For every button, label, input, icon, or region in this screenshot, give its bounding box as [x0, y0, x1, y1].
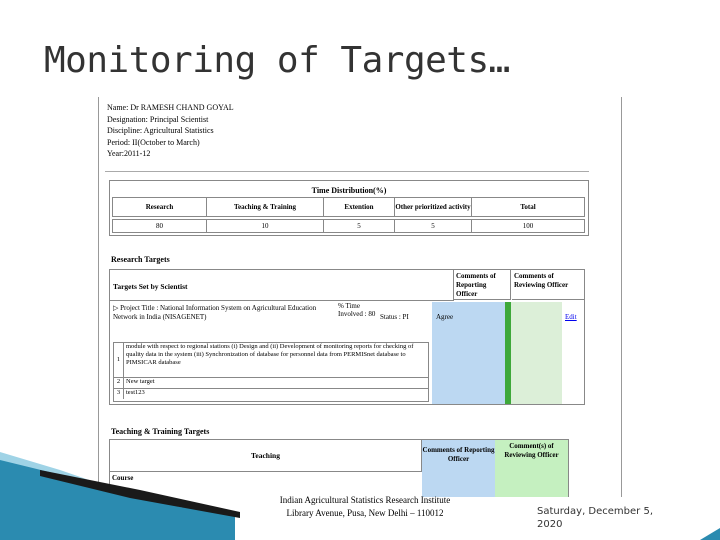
header-other: Other prioritized activity [394, 197, 472, 217]
value-other: 5 [394, 219, 472, 233]
scientist-discipline: Discipline: Agricultural Statistics [107, 126, 214, 135]
footer-institute [240, 494, 490, 520]
project-arrow-icon: ▷ [113, 304, 119, 312]
divider [105, 171, 589, 172]
teaching-comments-reporting: Comments of Reporting Officer [422, 440, 495, 497]
scientist-designation: Designation: Principal Scientist [107, 114, 209, 124]
reporting-comment-agree: Agree [436, 313, 454, 321]
footer-corner [700, 528, 720, 540]
slide-title: Monitoring of Targets… [44, 40, 510, 81]
scientist-year: Year:2011-12 [107, 149, 151, 158]
time-distribution-value-row [112, 219, 586, 233]
targets-set-label: Targets Set by Scientist [113, 282, 188, 291]
value-extension: 5 [323, 219, 395, 233]
target-row: 3 test123 [114, 389, 428, 399]
time-distribution-table [109, 180, 589, 236]
header-total: Total [471, 197, 585, 217]
scientist-name: Name: Dr RAMESH CHAND GOYAL [107, 103, 234, 112]
header-extension: Extention [323, 197, 395, 217]
comments-reviewing-header: Comments of Reviewing Officer [512, 270, 584, 300]
target-list [113, 342, 429, 402]
target-row: 1 module with respect to regional stations (i) Design and (ii) Development of monitoring reports for checking of quality data in the system (iii) Synchronization of database for personnel data from PERMISnet database to PIMSICAR database [114, 343, 428, 378]
time-distribution-title: Time Distribution(%) [311, 186, 387, 195]
reviewing-comment-cell [511, 302, 562, 404]
header-research: Research [112, 197, 207, 217]
value-total: 100 [471, 219, 585, 233]
time-distribution-header-row [112, 197, 586, 217]
time-involved: % Time Involved : 80 [338, 302, 376, 318]
comments-reporting-header: Comments of Reporting Officer [454, 270, 511, 300]
institute-address: Library Avenue, Pusa, New Delhi – 110012 [286, 508, 444, 518]
project-title: ▷ Project Title : National Information System on Agricultural Education Network in India (NISAGENET) [113, 304, 317, 321]
footer-teal-wave [0, 460, 235, 540]
value-teaching: 10 [206, 219, 324, 233]
teaching-comments-reviewing: Comment(s) of Reviewing Officer [495, 440, 568, 497]
institute-name: Indian Agricultural Statistics Research Institute [279, 495, 451, 505]
target-row: 2 New target [114, 378, 428, 389]
targets-set-header [110, 270, 454, 301]
header-teaching: Teaching & Training [206, 197, 324, 217]
teaching-header: Teaching [110, 440, 422, 472]
course-header: Course [112, 474, 134, 482]
embedded-screenshot [98, 97, 622, 497]
teaching-targets-title: Teaching & Training Targets [111, 427, 210, 436]
value-research: 80 [112, 219, 207, 233]
project-status: Status : PI [380, 313, 409, 321]
scientist-info [107, 102, 234, 160]
research-targets-title: Research Targets [111, 255, 170, 264]
edit-link[interactable]: Edit [565, 313, 577, 321]
scientist-period: Period: II(October to March) [107, 137, 200, 147]
research-targets-table [109, 269, 585, 405]
footer-date: Saturday, December 5, 2020 [537, 506, 653, 530]
